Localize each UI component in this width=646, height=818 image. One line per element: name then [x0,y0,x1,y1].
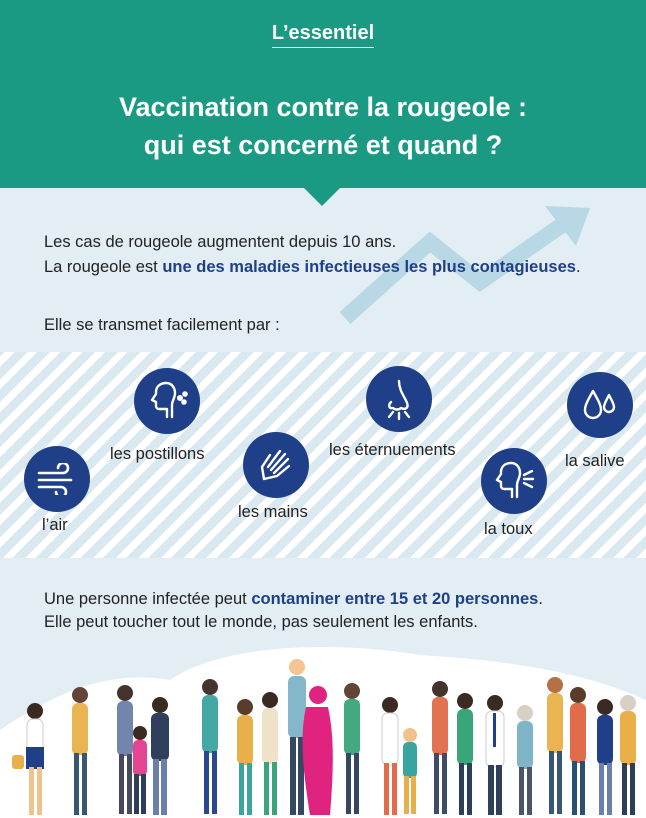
intro-text: Les cas de rougeole augmentent depuis 10 ans. La rougeole est une des maladies infectieuses les plus contagieuses. [44,233,581,276]
page-title: Vaccination contre la rougeole : qui est concerné et quand ? [118,92,528,160]
label-eternuements: les éternuements [329,441,456,459]
contamination-text: Une personne infectée peut contaminer entre 15 et 20 personnes. Elle peut toucher tout le monde, pas seulement les enfants. [44,590,543,631]
label-salive: la salive [565,452,625,470]
coughing-head-icon [481,448,547,514]
label-mains: les mains [238,503,308,521]
transmission-heading: Elle se transmet facilement par : [44,316,280,334]
crowd-illustration [0,655,646,818]
label-postillons: les postillons [110,445,205,463]
label-air: l’air [42,516,68,534]
speaking-head-icon [134,368,200,434]
droplets-icon [567,372,633,438]
sneezing-nose-icon [366,366,432,432]
kicker-label: L’essentiel [0,22,646,45]
label-toux: la toux [484,520,533,538]
transmission-band [0,352,646,558]
wind-icon [24,446,90,512]
hand-icon [243,432,309,498]
header-notch [304,188,340,206]
